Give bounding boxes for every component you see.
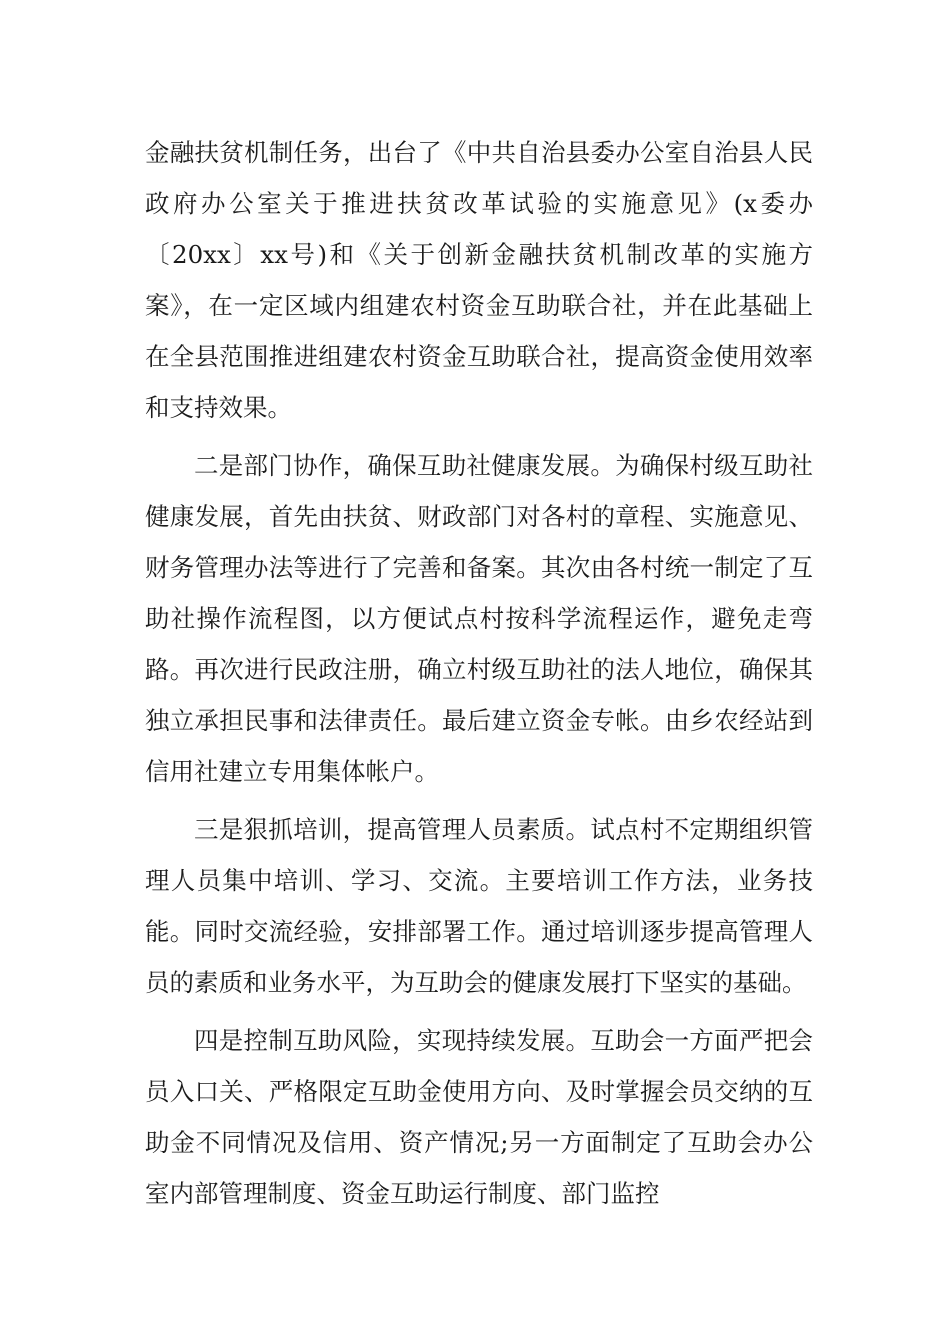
paragraph-risk-control: 四是控制互助风险，实现持续发展。互助会一方面严把会员入口关、严格限定互助金使用方向、及时掌握会员交纳的互助金不同情况及信用、资产情况;另一方面制定了互助会办公室内部管理制度、资金互助运行制度、部门监控 xyxy=(145,1026,813,1208)
paragraph-training: 三是狠抓培训，提高管理人员素质。试点村不定期组织管理人员集中培训、学习、交流。主要培训工作方法，业务技能。同时交流经验，安排部署工作。通过培训逐步提高管理人员的素质和业务水平，为互助会的健康发展打下坚实的基础。 xyxy=(145,815,813,997)
paragraph-department-cooperation: 二是部门协作，确保互助社健康发展。为确保村级互助社健康发展，首先由扶贫、财政部门对各村的章程、实施意见、财务管理办法等进行了完善和备案。其次由各村统一制定了互助社操作流程图，以方便试点村按科学流程运作，避免走弯路。再次进行民政注册，确立村级互助社的法人地位，确保其独立承担民事和法律责任。最后建立资金专帐。由乡农经站到信用社建立专用集体帐户。 xyxy=(145,451,813,786)
paragraph-continuation: 金融扶贫机制任务，出台了《中共自治县委办公室自治县人民政府办公室关于推进扶贫改革试验的实施意见》(x委办〔20xx〕xx号)和《关于创新金融扶贫机制改革的实施方案》，在一定区域内组建农村资金互助联合社，并在此基础上在全县范围推进组建农村资金互助联合社，提高资金使用效率和支持效果。 xyxy=(145,138,813,422)
document-body xyxy=(145,127,813,1219)
